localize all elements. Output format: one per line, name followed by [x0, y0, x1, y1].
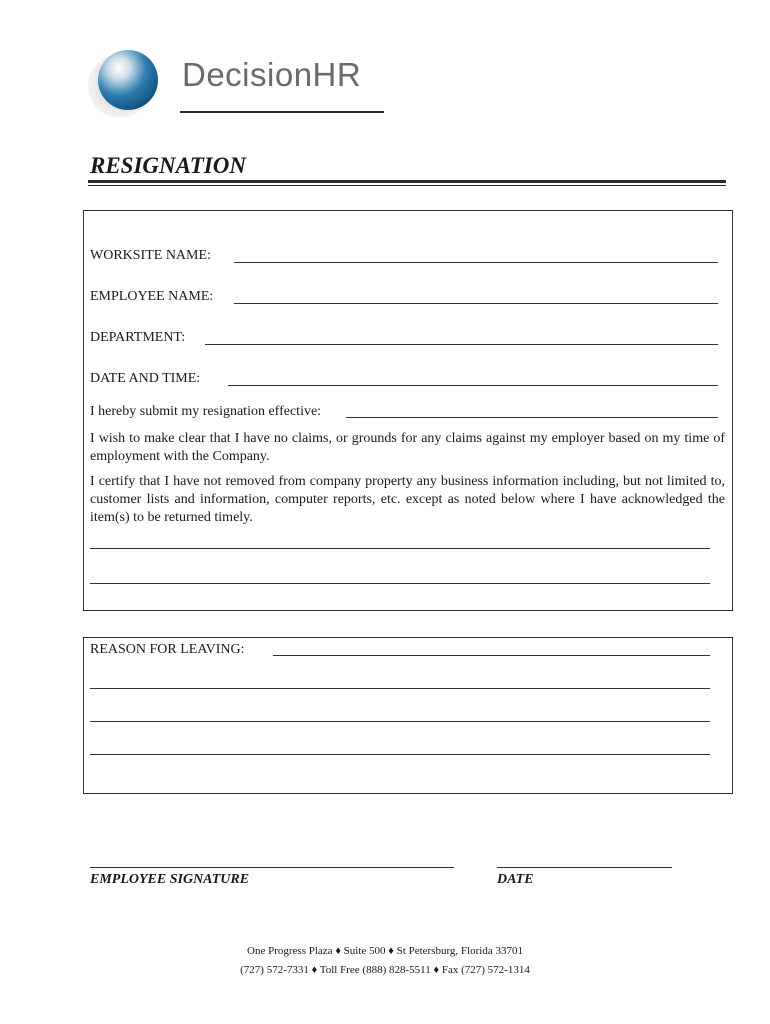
reason-field[interactable]: [273, 655, 710, 656]
signature-date-field[interactable]: [497, 867, 672, 868]
effective-date-label: I hereby submit my resignation effective:: [90, 404, 322, 419]
reason-line-1[interactable]: [90, 688, 710, 689]
employee-signature-field[interactable]: [90, 867, 454, 868]
footer-phones: (727) 572-7331 ♦ Toll Free (888) 828-5511 ♦ Fax (727) 572-1314: [240, 964, 530, 976]
effective-date-field[interactable]: [346, 417, 718, 418]
employee-name-field[interactable]: [234, 303, 718, 304]
reason-section: [83, 637, 733, 794]
footer-address: One Progress Plaza ♦ Suite 500 ♦ St Petersburg, Florida 33701: [247, 945, 523, 957]
department-label: DEPARTMENT:: [90, 330, 186, 345]
reason-line-3[interactable]: [90, 754, 710, 755]
title-divider-thin: [88, 185, 726, 186]
employee-signature-label: EMPLOYEE SIGNATURE: [90, 872, 250, 887]
items-line-2[interactable]: [90, 583, 710, 584]
employee-name-label: EMPLOYEE NAME:: [90, 289, 214, 304]
reason-label: REASON FOR LEAVING:: [90, 642, 245, 657]
company-logo-icon: [86, 46, 162, 122]
page-title: RESIGNATION: [90, 153, 246, 178]
worksite-name-field[interactable]: [234, 262, 718, 263]
signature-date-label: DATE: [497, 872, 534, 887]
brand-name: DecisionHR: [182, 56, 362, 93]
certify-statement: I certify that I have not removed from company property any business information including, but not limited to, customer lists and information, computer reports, etc. except as noted below where I have acknowledged the item(s) to be returned timely.: [90, 474, 725, 525]
worksite-name-label: WORKSITE NAME:: [90, 248, 211, 263]
items-line-1[interactable]: [90, 548, 710, 549]
date-time-field[interactable]: [228, 385, 718, 386]
date-time-label: DATE AND TIME:: [90, 371, 201, 386]
reason-line-2[interactable]: [90, 721, 710, 722]
department-field[interactable]: [205, 344, 718, 345]
title-divider: [88, 180, 726, 183]
logo-underline: [180, 111, 384, 113]
claims-statement: I wish to make clear that I have no claims, or grounds for any claims against my employer based on my time of employment with the Company.: [90, 431, 725, 464]
